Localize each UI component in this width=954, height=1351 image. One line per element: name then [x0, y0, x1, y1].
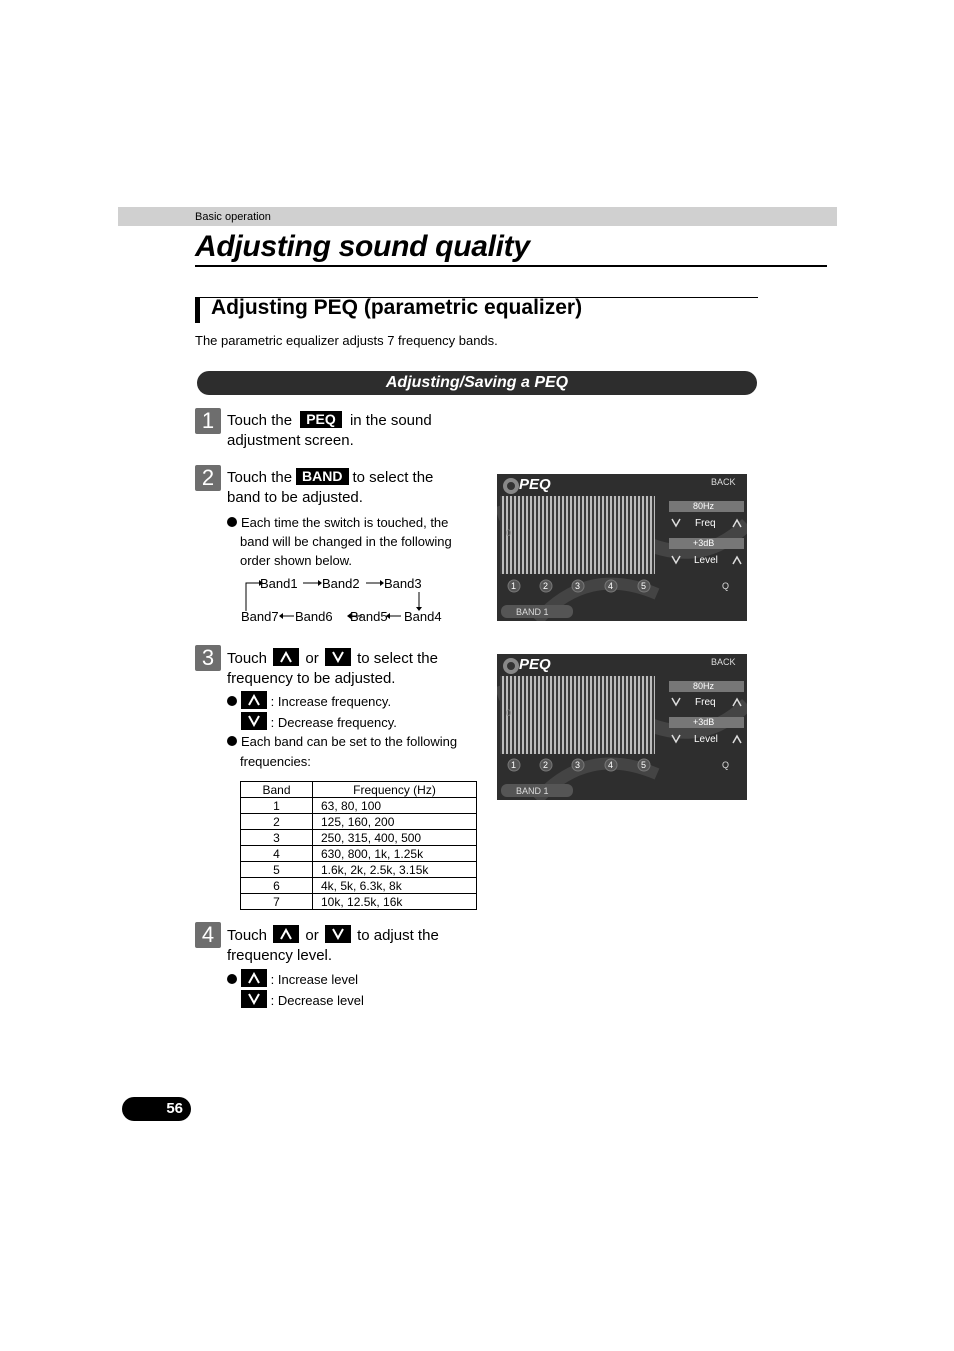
table-row: 4 630, 800, 1k, 1.25k [241, 846, 477, 862]
band6-label: Band6 [295, 609, 333, 624]
bullet-icon [227, 974, 237, 984]
step-2-text: Touch the BAND to select the band to be adjusted. [227, 468, 434, 506]
band-select-button[interactable]: BAND 1 [516, 786, 549, 796]
band-5-button[interactable]: 5 [641, 581, 647, 591]
step-4-number: 4 [195, 922, 221, 948]
band-chip: BAND [296, 468, 348, 485]
q-button[interactable]: Q [722, 760, 730, 770]
header-bar [118, 207, 837, 226]
up-arrow-icon [241, 969, 267, 987]
table-row: 6 4k, 5k, 6.3k, 8k [241, 878, 477, 894]
band-select-button[interactable]: BAND 1 [516, 607, 549, 617]
table-header-row: Band Frequency (Hz) [241, 782, 477, 798]
title-rule [195, 265, 827, 267]
zero-label: 0 [506, 708, 512, 718]
peq-screen-2 [497, 654, 747, 800]
band-4-button[interactable]: 4 [608, 760, 614, 770]
band-2-button[interactable]: 2 [543, 581, 549, 591]
band-4-button[interactable]: 4 [608, 581, 614, 591]
freq-label: Freq [695, 518, 716, 529]
step-3-number: 3 [195, 645, 221, 671]
freq-value: 80Hz [693, 501, 715, 511]
band3-label: Band3 [384, 576, 422, 591]
page-number: 56 [122, 1097, 191, 1121]
level-value: +3dB [693, 538, 715, 548]
frequency-table [240, 781, 477, 910]
down-arrow-icon [241, 712, 267, 730]
intro-text: The parametric equalizer adjusts 7 frequency bands. [195, 333, 498, 348]
step-2-note: Each time the switch is touched, the band will be changed in the following order shown below. [227, 513, 452, 570]
bullet-icon [227, 696, 237, 706]
peq-chip: PEQ [300, 411, 342, 428]
down-arrow-icon [325, 925, 351, 943]
table-row: 5 1.6k, 2k, 2.5k, 3.15k [241, 862, 477, 878]
down-arrow-icon [325, 648, 351, 666]
level-value: +3dB [693, 717, 715, 727]
step-4-keys: : Increase level : Decrease level [227, 969, 364, 1011]
heading-marker [195, 297, 200, 323]
step-3-text: Touch or to select the frequency to be adjusted. [227, 650, 438, 687]
level-label: Level [694, 555, 718, 566]
step-4-text: Touch or to adjust the frequency level. [227, 927, 439, 964]
step-3-note: Each band can be set to the following frequencies: [227, 732, 457, 772]
subheading-banner: Adjusting/Saving a PEQ [197, 371, 757, 395]
band7-label: Band7 [241, 609, 279, 624]
step-3-keys: : Increase frequency. : Decrease frequency. [227, 691, 397, 733]
back-button[interactable]: BACK [711, 657, 736, 667]
band-5-button[interactable]: 5 [641, 760, 647, 770]
up-arrow-icon [273, 648, 299, 666]
step-1-number: 1 [195, 408, 221, 434]
bullet-icon [227, 736, 237, 746]
band5-label: Band5 [350, 609, 388, 624]
screen-title: PEQ [519, 656, 551, 673]
peq-screen-graphic [497, 654, 747, 800]
band-2-button[interactable]: 2 [543, 760, 549, 770]
up-arrow-icon [273, 925, 299, 943]
down-arrow-icon [241, 990, 267, 1008]
band2-label: Band2 [322, 576, 360, 591]
step-1-text: Touch the PEQ in the sound adjustment screen. [227, 411, 432, 449]
freq-value: 80Hz [693, 681, 715, 691]
q-button[interactable]: Q [722, 581, 730, 591]
band-3-button[interactable]: 3 [575, 760, 581, 770]
section-label: Basic operation [195, 211, 271, 223]
screen-title: PEQ [519, 476, 551, 493]
table-row: 2 125, 160, 200 [241, 814, 477, 830]
bullet-icon [227, 517, 237, 527]
back-button[interactable]: BACK [711, 477, 736, 487]
level-label: Level [694, 734, 718, 745]
freq-label: Freq [695, 697, 716, 708]
peq-screen-1 [497, 474, 747, 621]
band-3-button[interactable]: 3 [575, 581, 581, 591]
band-1-button[interactable]: 1 [511, 760, 517, 770]
zero-label: 0 [506, 528, 512, 538]
band4-label: Band4 [404, 609, 442, 624]
section-heading: Adjusting PEQ (parametric equalizer) [211, 296, 583, 319]
table-row: 3 250, 315, 400, 500 [241, 830, 477, 846]
band1-label: Band1 [260, 576, 298, 591]
table-row: 1 63, 80, 100 [241, 798, 477, 814]
step-2-number: 2 [195, 465, 221, 491]
page-title: Adjusting sound quality [195, 230, 530, 263]
band-1-button[interactable]: 1 [511, 581, 517, 591]
up-arrow-icon [241, 691, 267, 709]
table-row: 7 10k, 12.5k, 16k [241, 894, 477, 910]
